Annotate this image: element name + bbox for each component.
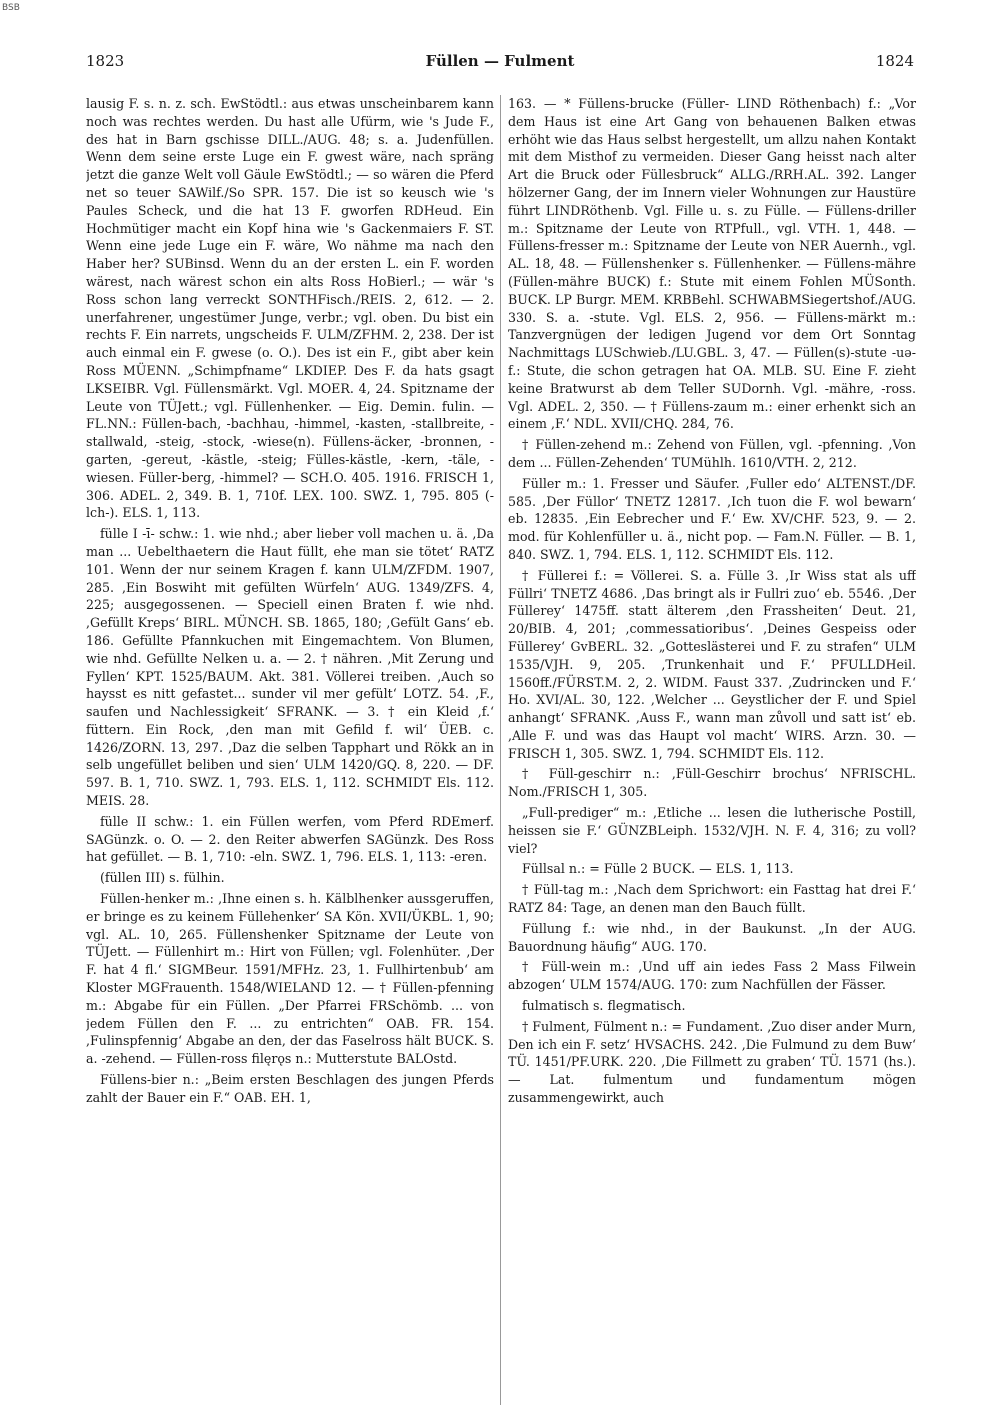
entry-fuell-wein: † Füll-wein m.: ,Und uff ain iedes Fass 2 Mass Filwein abzogen‘ ULM 1574/AUG. 170: zum Nachfüllen der Fässer. xyxy=(508,959,916,993)
page-number-left: 1823 xyxy=(86,52,125,70)
entry-fuellen-cont: lausig F. s. n. z. sch. EwStödtl.: aus etwas unscheinbarem kann noch was rechtes werden. Du hast alle Ufürm, wie 's Jude F., des hat in Barn gschisse DILL./AUG. 48; s. a. Judenfüllen. Wenn dem seine erste Luge ein F. gwest wäre, nach spräng jetzt die ganze Welt voll Gäule EwStödtl.; — so wären die Pferd net so teuer SAWilf./So SPR. 157. Die ist so keusch wie 's Paules Scheck, und die hat 13 F. gworfen RDHeud. Ein Hochmütiger macht ein Kopf hina wie 's Gackenmaiers F. ST. Wenn eine jede Luge ein F. wäre, Wo nähme ma nach den Haber her? SUBinsd. Wenn du an der ersten L. ein F. worden wärest, nach wärest schon ein alts Ross HoBierl.; — wär 's Ross schon lang verreckt SONTHFisch./REIS. 2, 612. — 2. unerfahrener, ungestümer Junge, verbr.; vgl. oben. Du bist ein rechts F. Ein narrets, ungscheids F. ULM/ZFHM. 2, 238. Der ist auch einmal ein F. gwese (o. O.). Des ist ein F., gibt aber kein Ross MÜENN. „Schimpfname“ LKDIEP. Des F. da hats gsagt LKSEIBR. Vgl. Füllensmärkt. Vgl. MOER. 4, 24. Spitzname der Leute von TÜJett.; vgl. Füllenhenker. — Eig. Demin. fulin. — FL.NN.: Füllen-bach, -bachhau, -himmel, -kasten, -stallbreite, -stallwald, -steig, -stock, -wiese(n). Füllens-äcker, -bronnen, -garten, -gereut, -kästle, -steig; Fülles-kästle, -kern, -täle, -wiesen. Füller-berg, -himmel? — SCH.O. 405. 1916. FRISCH 1, 306. ADEL. 2, 349. B. 1, 710f. LEX. 100. SWZ. 1, 795. 805 (-lch-). ELS. 1, 113. xyxy=(86,96,494,521)
right-column xyxy=(508,95,916,1405)
entry-fuellen-iii: (füllen III) s. fülhin. xyxy=(100,870,225,886)
entry-fuell-tag: † Füll-tag m.: ,Nach dem Sprichwort: ein Fasttag hat drei F.‘ RATZ 84: Tage, an denen man den Bauch füllt. xyxy=(508,882,916,916)
entry-fuellens-bier: Füllens-bier n.: „Beim ersten Beschlagen des jungen Pferds zahlt der Bauer ein F.“ OAB. EH. 1, xyxy=(86,1072,494,1105)
entry-fuellens-brucke: 163. — * Füllens-brucke (Füller- LIND Röthenbach) f.: „Vor dem Haus ist eine Art Gang von behauenen Balken etwas erhöht wie das Haus selbst hergestellt, um allzu nahen Kontakt mit dem Misthof zu vermeiden. Dieser Gang heisst nach alter Art die Bruck oder Füllesbruck“ ALLG./RRH.AL. 392. Langer hölzerner Gang, der im Innern vieler Wohnungen zur Haustüre führt LINDRöthenb. Vgl. Fille u. s. zu Fülle. — Füllens-driller m.: Spitzname der Leute von RTPfull., vgl. VTH. 1, 448. — Füllens-fresser m.: Spitzname der Leute von NER Auernh., vgl. AL. 18, 48. — Füllenshenker s. Füllenhenker. — Füllens-mähre (Füllen-mähre BUCK) f.: Stute mit einem Fohlen MÜSonth. BUCK. LP Burgr. MEM. KRBBehl. SCHWABMSiegertshof./AUG. 330. S. a. -stute. Vgl. ELS. 2, 956. — Füllens-märkt m.: Tanzvergnügen der ledigen Jugend vor dem Ort Sonntag Nachmittags LUSchwieb./LU.GBL. 3, 47. — Füllen(s)-stute -uə- f.: Stute, die schon getragen hat OA. MLB. SU. Eine F. zieht keine Bratwurst ab dem Teller SUDornh. Vgl. -mähre, -ross. Vgl. ADEL. 2, 350. — † Füllens-zaum m.: einer erhenkt sich an einem ,F.‘ NDL. XVII/CHQ. 284, 76. xyxy=(508,96,916,432)
entry-fuell-geschirr: † Füll-geschirr n.: ,Füll-Geschirr brochus‘ NFRISCHL. Nom./FRISCH 1, 305. xyxy=(508,766,916,800)
entry-fuellen-zehend: † Füllen-zehend m.: Zehend von Füllen, vgl. -pfenning. ,Von dem ... Füllen-Zehenden‘ TUMühlh. 1610/VTH. 2, 212. xyxy=(508,437,916,470)
entry-fuellung: Füllung f.: wie nhd., in der Baukunst. „In der AUG. Bauordnung häufig“ AUG. 170. xyxy=(508,920,916,954)
entry-fuelle-ii: fülle II schw.: 1. ein Füllen werfen, vom Pferd RDEmerf. SAGünzk. o. O. — 2. den Reiter abwerfen SAGünzk. Des Ross hat gefüllet. — B. 1, 710: -eln. SWZ. 1, 796. ELS. 1, 113: -eren. xyxy=(86,813,494,865)
entry-full-prediger: „Full-prediger“ m.: ,Etliche ... lesen die lutherische Postill, heissen sie F.‘ GÜNZBLeiph. 1532/VJH. N. F. 4, 316; zu voll? viel? xyxy=(508,805,916,856)
entry-fulmatisch: fulmatisch s. flegmatisch. xyxy=(522,998,686,1014)
running-title: Füllen — Fulment xyxy=(425,52,575,70)
column-divider xyxy=(500,95,501,1405)
entry-fuelle-i: fülle I -ī- schw.: 1. wie nhd.; aber lieber voll machen u. ä. ,Da man ... Uebelthaetern die Haut füllt, ehe man sie tötet‘ RATZ 101. Wenn der nur seinem Kragen f. kann ULM/ZFDM. 1907, 285. ,Ein Boswiht mit gefülten Würfeln‘ AUG. 1349/ZFS. 4, 225; ausgegossenen. — Speciell einen Braten f. wie nhd. ,Gefüllt Kreps‘ BIRL. MÜNCH. SB. 1865, 180; ,Gefült Gans‘ eb. 186. Gefüllte Pfannkuchen mit Eingemachtem. Von Blumen, wie nhd. Gefüllte Nelken u. a. — 2. † nähren. ,Mit Zerung und Fyllen‘ KPT. 1525/BAUM. Akt. 381. Völlerei treiben. ,Auch so haysst es nitt gefastet... sunder vil mer gefült‘ LOTZ. 54. ,F., saufen und Nachlessigkeit‘ SFRANK. — 3. † ein Kleid ,f.‘ füttern. Ein Rock, ,den man mit Gefild f. wil‘ ÜEB. c. 1426/ZORN. 13, 297. ,Daz die selben Tapphart und Rökk an in selb ungefüllet beliben und sien‘ ULM 1420/GQ. 8, 220. — DF. 597. B. 1, 710. SWZ. 1, 793. ELS. 1, 112. SCHMIDT Els. 112. MEIS. 28. xyxy=(86,526,494,809)
entry-fuellerei: † Füllerei f.: = Völlerei. S. a. Fülle 3. ,Ir Wiss stat als uff Füllri‘ TNETZ 4686. ,Das bringt als ir Fullri zuo‘ eb. 5546. ,Der Füllerey‘ 1475ff. statt älterem ,den Frassheiten‘ Deut. 21, 20/BIB. 4, 201; ,commessatioribus‘. ,Deines Gespeiss oder Füllerey‘ GvBERL. 32. „Gotteslästerei und F. zu strafen“ ULM 1535/VJH. 9, 205. ,Trunkenhait und F.‘ PFULLDHeil. 1560ff./FÜRST.M. 2, 2. WIDM. Faust 337. ,Zudrincken und F.‘ Ho. XVI/AL. 30, 122. ,Welcher ... Geystlicher der F. und Spiel anhangt‘ SFRANK. ,Auss F., wann man zůvoll und satt ist‘ eb. ,Alle F. und was das Haupt vol macht‘ WIRS. Arzn. 30. — FRISCH 1, 305. SWZ. 1, 794. SCHMIDT Els. 112. xyxy=(508,567,916,761)
page-header xyxy=(86,52,914,74)
entry-fueller: Füller m.: 1. Fresser und Säufer. ,Fuller edo‘ ALTENST./DF. 585. ,Der Füllor‘ TNETZ 12817. ,Ich tuon die F. wol bewarn‘ eb. 12835. ,Ein Eebrecher und F.‘ Ew. XV/CHF. 523, 9. — 2. mod. für Kohlenfüller u. ä., nicht pop. — Fam.N. Füller. — B. 1, 840. SWZ. 1, 794. ELS. 1, 112. SCHMIDT Els. 112. xyxy=(508,475,916,562)
left-column xyxy=(86,95,494,1405)
entry-fuellsal: Füllsal n.: = Fülle 2 BUCK. — ELS. 1, 113. xyxy=(522,861,794,877)
entry-fulment: † Fulment, Fülment n.: = Fundament. ,Zuo diser ander Murn, Den ich ein F. setz‘ HVSACHS. 242. ,Die Fulmund zu dem Buw‘ TÜ. 1451/PF.URK. 220. ,Die Fillmett zu graben‘ TÜ. 1571 (hs.). — Lat. fulmentum und fundamentum mögen zusammengewirkt, auch xyxy=(508,1018,916,1106)
page-number-right: 1824 xyxy=(875,52,914,70)
library-stamp: BSB xyxy=(2,3,20,13)
entry-fuellen-henker: Füllen-henker m.: ,Ihne einen s. h. Kälblhenker aussgeruffen, er bringe es zu keinem Füllehenker‘ SA Kön. XVII/ÜKBL. 1, 90; vgl. AL. 10, 265. Füllenshenker Spitzname der Leute von TÜJett. — Füllenhirt m.: Hirt von Füllen; vgl. Folenhüter. ,Der F. hat 4 fl.‘ SIGMBeur. 1591/MFHz. 23, 1. Fullhirtenbub‘ am Kloster MGFrauenth. 1548/WIELAND 12. — † Füllen-pfenning m.: Abgabe für ein Füllen. „Der Pfarrei FRSchömb. ... von jedem Füllen den F. ... zu entrichten“ OAB. FR. 154. ,Fulinspfennig‘ Abgabe an den, der das Faselross hält BUCK. S. a. -zehend. — Füllen-ross filęrǫs n.: Mutterstute BALOstd. xyxy=(86,891,494,1067)
